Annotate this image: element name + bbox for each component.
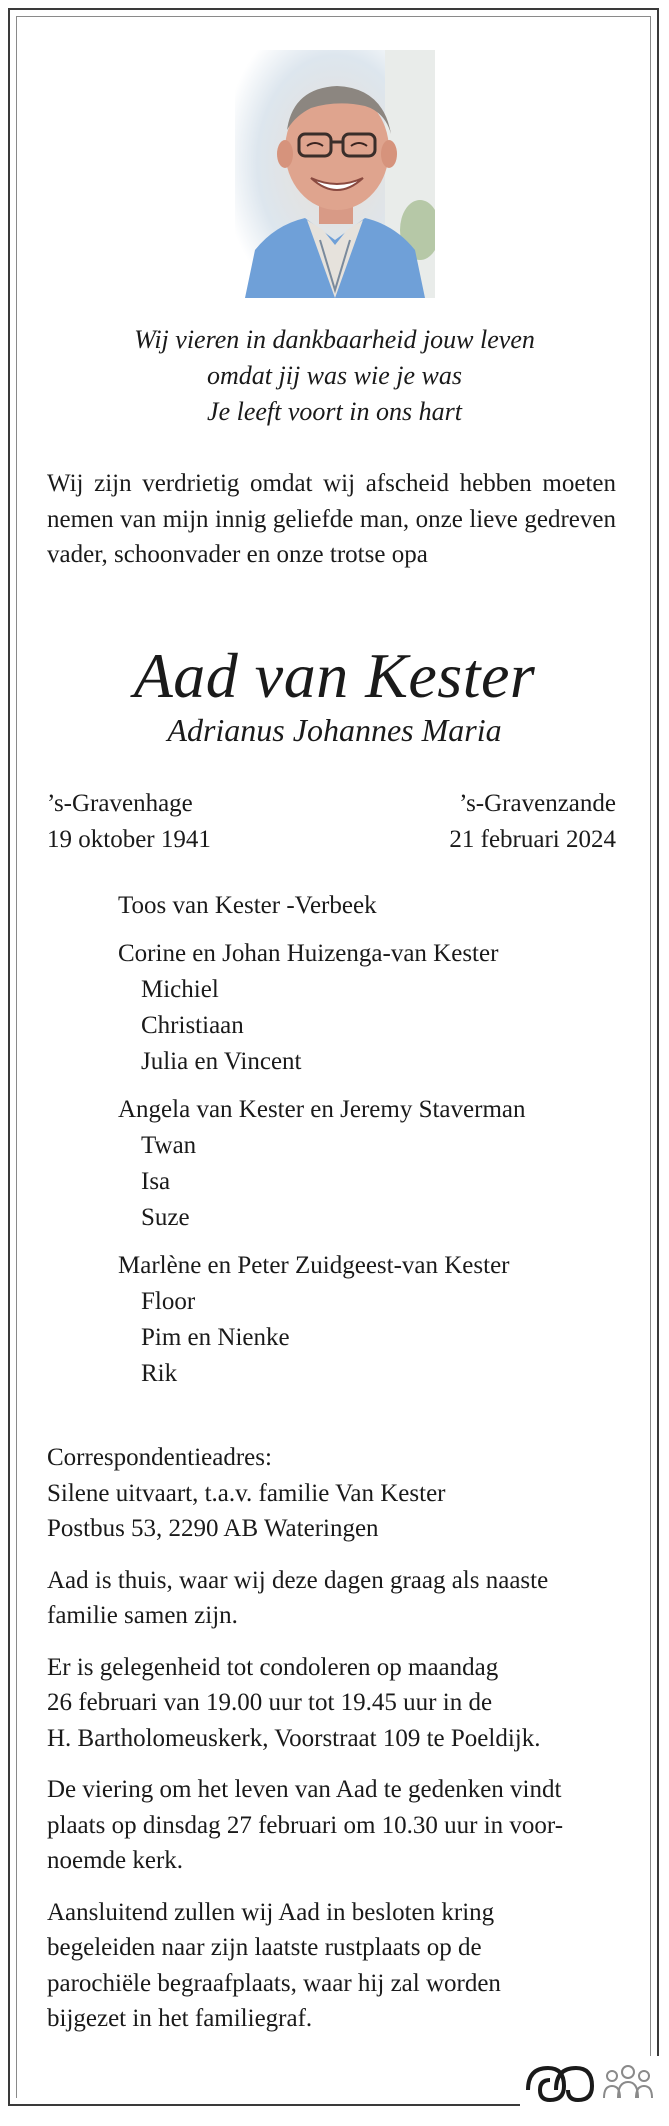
publisher-logo — [520, 2056, 660, 2108]
paragraph-line: plaats op dinsdag 27 februari om 10.30 uur in voor- — [47, 1811, 564, 1839]
paragraph-line: Er is gelegenheid tot condoleren op maandag — [47, 1653, 499, 1681]
notice-details — [47, 1440, 622, 2053]
family-group — [118, 888, 618, 924]
family-group — [118, 936, 618, 1080]
death-date: 21 februari 2024 — [449, 826, 616, 853]
deceased-full-name: Adrianus Johannes Maria — [167, 712, 502, 748]
birth-place: ’s-Gravenhage — [47, 790, 193, 817]
death-info — [449, 786, 616, 858]
family-member: Marlène en Peter Zuidgeest-van Kester — [118, 1252, 510, 1279]
birth-info — [47, 786, 211, 858]
grandchild: Isa — [141, 1168, 171, 1195]
paragraph-line: H. Bartholomeuskerk, Voorstraat 109 te Poeldijk. — [47, 1724, 541, 1752]
family-member: Corine en Johan Huizenga-van Kester — [118, 940, 499, 967]
grandchild: Rik — [141, 1360, 178, 1387]
grandchild: Julia en Vincent — [141, 1048, 302, 1075]
family-member: Angela van Kester en Jeremy Staverman — [118, 1096, 526, 1123]
correspondence-address — [47, 1440, 622, 1547]
portrait-photo — [235, 50, 435, 298]
ceremony-paragraph — [47, 1772, 622, 1879]
logo-rings-icon — [528, 2068, 592, 2100]
deceased-name: Aad van Kester — [133, 640, 536, 711]
paragraph-line: De viering om het leven van Aad te gedenken vindt — [47, 1776, 562, 1803]
condolence-paragraph — [47, 1650, 622, 1757]
birth-date: 19 oktober 1941 — [47, 826, 211, 853]
grandchild: Floor — [141, 1288, 196, 1315]
grandchild: Suze — [141, 1204, 190, 1231]
grandchild: Michiel — [141, 976, 219, 1003]
logo-people-icon — [604, 2066, 652, 2098]
home-paragraph — [47, 1563, 622, 1634]
address-line: Postbus 53, 2290 AB Wateringen — [47, 1515, 379, 1542]
paragraph-line: begeleiden naar zijn laatste rustplaats op de — [47, 1934, 482, 1961]
paragraph-line: Aad is thuis, waar wij deze dagen graag als naaste — [47, 1566, 549, 1594]
burial-paragraph — [47, 1895, 622, 2037]
death-place: ’s-Gravenzande — [459, 790, 616, 817]
intro-text: Wij zijn verdrietig omdat wij afscheid hebben moeten nemen van mijn innig geliefde man, onze lieve gedreven vader, schoonvader en onze trotse opa — [47, 470, 616, 568]
family-list — [118, 888, 618, 1404]
family-group — [118, 1092, 618, 1236]
motto-verse — [0, 322, 669, 430]
paragraph-line: 26 februari van 19.00 uur tot 19.45 uur in de — [47, 1689, 493, 1716]
grandchild: Pim en Nienke — [141, 1324, 290, 1351]
grandchild: Twan — [141, 1132, 197, 1159]
paragraph-line: familie samen zijn. — [47, 1602, 238, 1629]
address-line: Silene uitvaart, t.a.v. familie Van Kester — [47, 1479, 446, 1507]
motto-line: omdat jij was wie je was — [207, 361, 462, 390]
paragraph-line: noemde kerk. — [47, 1847, 184, 1874]
motto-line: Wij vieren in dankbaarheid jouw leven — [134, 325, 535, 354]
family-member: Toos van Kester -Verbeek — [118, 892, 377, 919]
family-group — [118, 1248, 618, 1392]
paragraph-line: parochiële begraafplaats, waar hij zal worden — [47, 1969, 501, 1997]
paragraph-line: Aansluitend zullen wij Aad in besloten kring — [47, 1898, 495, 1926]
address-line: Correspondentieadres: — [47, 1444, 272, 1471]
paragraph-line: bijgezet in het familiegraf. — [47, 2005, 313, 2032]
motto-line: Je leeft voort in ons hart — [207, 397, 462, 426]
grandchild: Christiaan — [141, 1012, 244, 1039]
